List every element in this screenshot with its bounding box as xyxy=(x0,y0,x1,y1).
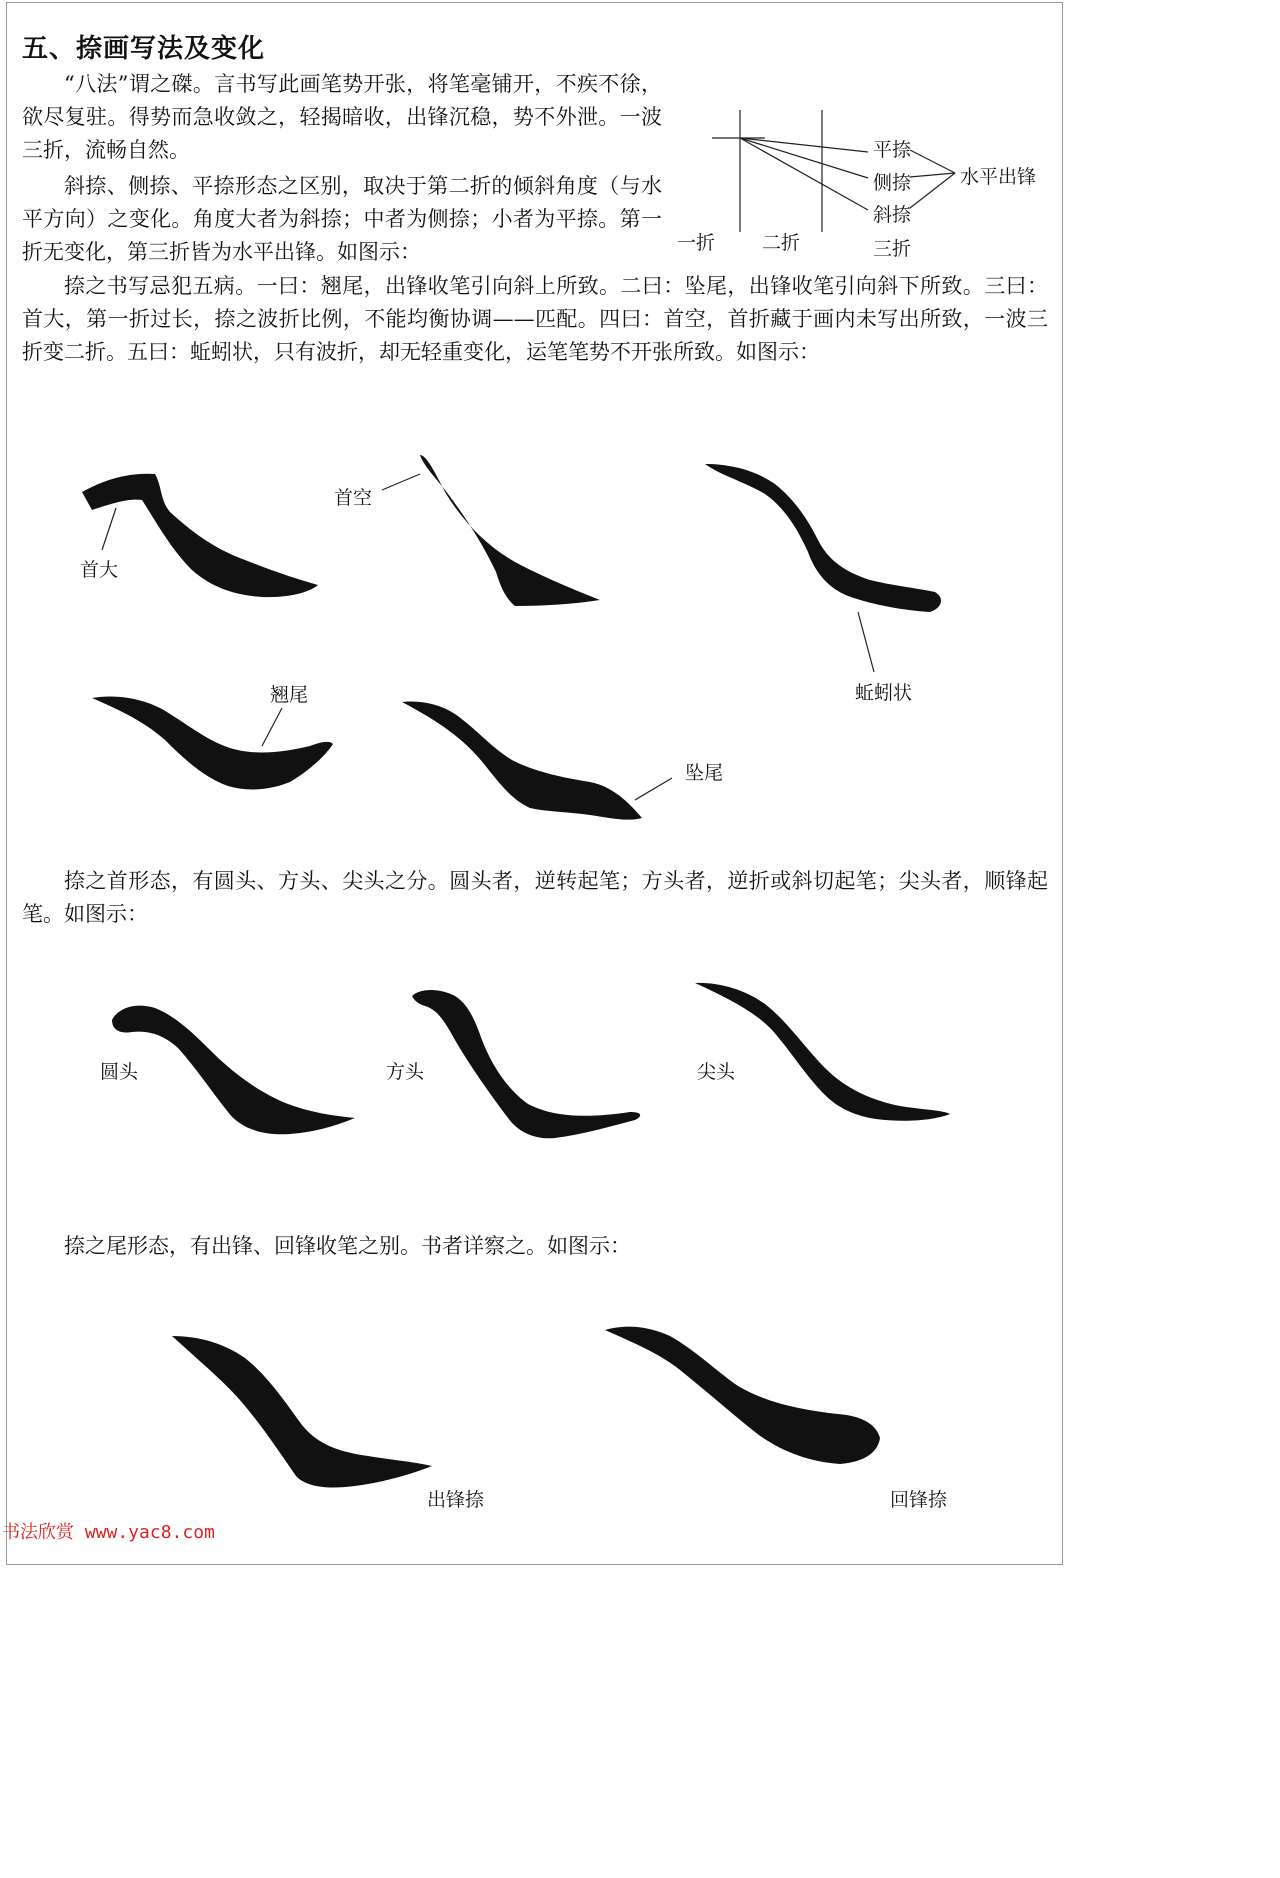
section-title: 五、捺画写法及变化 xyxy=(22,34,266,64)
pointer-qiaowei xyxy=(262,708,282,746)
head-strokes xyxy=(112,983,950,1138)
label-shoukong: 首空 xyxy=(334,487,373,509)
pointer-zhuiwei xyxy=(635,778,672,800)
label-ping: 平捺 xyxy=(873,139,912,161)
label-xie: 斜捺 xyxy=(873,204,912,226)
label-zhe-1: 一折 xyxy=(677,232,716,254)
tail-strokes xyxy=(172,1327,880,1488)
pointer-shoukong xyxy=(382,474,420,490)
pointer-shouda xyxy=(102,508,116,550)
stroke-back-tail xyxy=(605,1327,880,1464)
diagram-brace-1 xyxy=(910,150,955,173)
paragraph-faults: 捺之书写忌犯五病。一曰：翘尾，出锋收笔引向斜上所致。二曰：坠尾，出锋收笔引向斜下所致。三曰：首大，第一折过长，捺之波折比例，不能均衡协调——匹配。四曰：首空，首折藏于画内未写出所致，一波三折变二折。五曰：蚯蚓状，只有波折，却无轻重变化，运笔笔势不开张所致。如图示： xyxy=(22,274,1048,364)
stroke-angle-diagram xyxy=(712,110,955,232)
label-out-tail: 出锋捺 xyxy=(427,1489,485,1511)
paragraph-intro: “八法”谓之磔。言书写此画笔势开张，将笔毫铺开，不疾不徐，欲尽复驻。得势而急收敛之，轻揭暗收，出锋沉稳，势不外泄。一波三折，流畅自然。 xyxy=(22,72,662,162)
label-square-head: 方头 xyxy=(386,1061,425,1083)
stroke-square-head xyxy=(412,990,640,1138)
paragraph-heads: 捺之首形态，有圆头、方头、尖头之分。圆头者，逆转起笔；方头者，逆折或斜切起笔；尖头者，顺锋起笔。如图示： xyxy=(22,869,1048,926)
stroke-out-tail xyxy=(172,1336,432,1488)
label-zhuiwei: 坠尾 xyxy=(685,762,724,784)
stroke-zhuiwei xyxy=(402,702,642,820)
stroke-qiuyin xyxy=(705,464,941,612)
label-horizontal-out: 水平出锋 xyxy=(960,166,1037,188)
stroke-round-head xyxy=(112,1006,355,1135)
label-back-tail: 回锋捺 xyxy=(890,1489,948,1511)
paragraph-tails: 捺之尾形态，有出锋、回锋收笔之别。书者详察之。如图示： xyxy=(64,1234,631,1258)
label-zhe-3: 三折 xyxy=(873,238,912,260)
diagram-brace-3 xyxy=(910,173,955,208)
label-qiaowei: 翘尾 xyxy=(270,684,309,706)
paragraph-types: 斜捺、侧捺、平捺形态之区别，取决于第二折的倾斜角度（与水平方向）之变化。角度大者为斜捺；中者为侧捺；小者为平捺。第一折无变化，第三折皆为水平出锋。如图示： xyxy=(22,174,662,264)
site-watermark: 书法欣赏 www.yac8.com xyxy=(2,1522,215,1543)
fault-strokes xyxy=(82,455,941,820)
label-zhe-2: 二折 xyxy=(762,232,801,254)
stroke-qiaowei xyxy=(92,696,333,789)
diagram-line-ping xyxy=(740,138,868,152)
stroke-sharp-head xyxy=(695,983,950,1121)
pointer-qiuyin xyxy=(858,612,874,672)
label-ce: 侧捺 xyxy=(873,172,912,194)
label-round-head: 圆头 xyxy=(100,1061,139,1083)
stroke-shoukong xyxy=(420,455,600,606)
diagram-brace-2 xyxy=(910,173,955,177)
label-shouda: 首大 xyxy=(80,559,119,581)
diagram-line-ce xyxy=(740,138,868,178)
diagram-line-xie xyxy=(740,138,868,210)
label-qiuyin: 蚯蚓状 xyxy=(855,682,913,704)
label-sharp-head: 尖头 xyxy=(697,1061,736,1083)
